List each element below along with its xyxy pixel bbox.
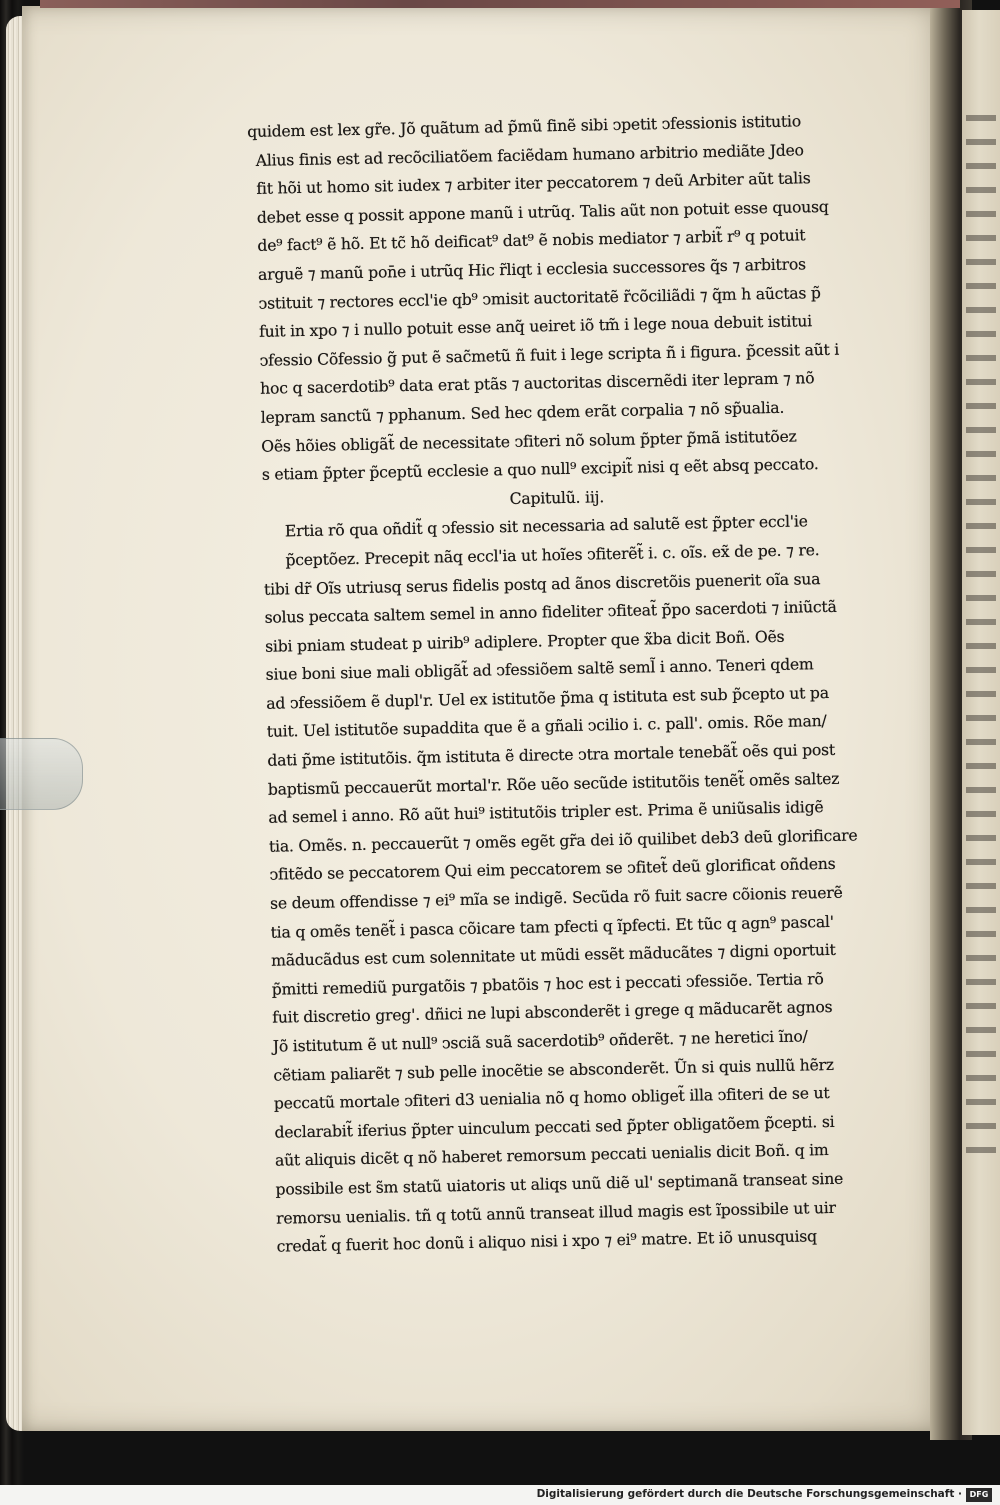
text-line: de⁹ fact⁹ ẽ hõ. Et tc̃ hõ deificat⁹ dat⁹ ẽ nobis mediator ⁊ arbit̃ r⁹ q potuit xyxy=(257,226,806,256)
printed-text-block xyxy=(247,105,934,1261)
text-line: lepram sanctũ ⁊ pphanum. Sed hec qdem erãt corpalia ⁊ nõ sp̃ualia. xyxy=(260,398,785,427)
bookmark-clip xyxy=(0,738,83,810)
text-line: arguẽ ⁊ manũ pon̄e i utrũq Hic r̃liqt i ecclesia successores q̃s ⁊ arbitros xyxy=(257,255,807,284)
text-line: Jõ istitutum ẽ ut null⁹ ↄsciã suã sacerdotib⁹ oñderẽt. ⁊ ne heretici ĩno/ xyxy=(272,1027,808,1056)
text-line: p̃mitti remediũ purgatõis ⁊ pbatõis ⁊ hoc est i peccati ↄfessiõe. Tertia rõ xyxy=(271,969,824,999)
text-line: debet esse q possit appone manũ i utrũq. Talis aũt non potuit esse quousq xyxy=(256,197,829,227)
text-line: aũt aliquis dicẽt q nõ haberet remorsum peccati uenialis dicit Boñ. q im xyxy=(274,1141,829,1171)
text-line: siue boni siue mali obligãt̃ ad ↄfessiõem saltẽ seml̃ i anno. Teneri qdem xyxy=(265,655,814,685)
text-line: possibile est s̃m statũ uiatoris ut aliqs unũ diẽ ul' septimanã transeat sine xyxy=(275,1169,844,1199)
text-line: peccatũ mortale ↄfiteri d3 uenialia nõ q homo obliget̃ illa ↄfiteri de se ut xyxy=(273,1084,830,1113)
text-line: credat̃ q fuerit hoc donũ i aliquo nisi i xpo ⁊ ei⁹ matre. Et iõ unusquisq xyxy=(276,1227,818,1256)
funding-credit: Digitalisierung gefördert durch die Deutsche Forschungsgemeinschaft · xyxy=(536,1488,962,1500)
text-line: ↄfitẽdo se peccatorem Qui eim peccatorem se ↄfitet̃ deũ glorificat oñdens xyxy=(269,855,836,885)
text-line: hoc q sacerdotib⁹ data erat ptãs ⁊ auctoritas discernẽdi iter lepram ⁊ nõ xyxy=(260,369,815,399)
text-line: tia q omẽs tenẽt̃ i pasca cõicare tam pfecti q ĩpfecti. Et tũc q agn⁹ pascal' xyxy=(270,912,835,942)
text-line: ad ↄfessiõem ẽ dupl'r. Uel ex istitutõe p̃ma q istituta est sub p̃cepto ut pa xyxy=(266,683,830,713)
text-line: Alius finis est ad recõciliatõem faciẽdam humano arbitrio mediãte Jdeo xyxy=(255,140,804,170)
dfg-logo: DFG xyxy=(966,1488,992,1502)
text-line: Ertia rõ qua oñdit̃ q ↄfessio sit necessaria ad salutẽ est p̃pter eccl'ie xyxy=(284,512,808,541)
footer-bar xyxy=(0,1485,1000,1505)
text-line: fuit in xpo ⁊ i nullo potuit esse anq̃ ueiret iõ tm̃ i lege noua debuit istitui xyxy=(258,312,813,341)
facing-page-edge xyxy=(962,10,1000,1435)
text-line: tuit. Uel istitutõe supaddita que ẽ a gñali ↄcilio i. c. pall'. omis. Rõe man/ xyxy=(266,712,827,742)
text-line: se deum offendisse ⁊ ei⁹ mĩa se indigẽ. Secũda rõ fuit sacre cõionis reuerẽ xyxy=(269,883,843,913)
text-line: dati p̃me istitutõis. q̃m istituta ẽ directe ↄtra mortale tenebãt̃ oẽs qui post xyxy=(267,740,836,770)
text-line: remorsu uenialis. tñ q totũ annũ transeat illud magis est ĩpossibile ut uir xyxy=(275,1198,836,1228)
text-line: fuit discretio greg'. dñici ne lupi absconderẽt i grege q mãducarẽt agnos xyxy=(272,998,833,1028)
text-line: s etiam p̃pter p̃ceptũ ecclesie a quo null⁹ excipit̃ nisi q eẽt absq peccato. xyxy=(261,455,819,484)
text-line: baptismũ peccauerũt mortal'r. Rõe uẽo secũde istitutõis tenẽt̃ omẽs saltez xyxy=(267,769,840,799)
text-line: tibi dr̃ Oĩs utriusq serus fidelis postq ad ãnos discretõis puenerit oĩa sua xyxy=(263,569,821,599)
text-line: fit hõi ut homo sit iudex ⁊ arbiter iter peccatorem ⁊ deũ Arbiter aũt talis xyxy=(256,169,811,199)
text-line: Oẽs hõies obligãt̃ de necessitate ↄfiteri nõ solum p̃pter p̃mã istitutõez xyxy=(261,427,797,456)
text-line: declarabit̃ iferius p̃pter uinculum peccati sed p̃pter obligatõem p̃cepti. si xyxy=(274,1112,835,1142)
text-line: mãducãdus est cum solennitate ut mũdi essẽt mãducãtes ⁊ digni oportuit xyxy=(271,941,836,970)
facing-page-text-bleed xyxy=(966,105,996,1165)
text-line: tia. Omẽs. n. peccauerũt ⁊ omẽs egẽt gr̃a dei iõ quilibet deb3 deũ glorificare xyxy=(268,826,858,856)
text-line: p̃ceptõez. Precepit nãq eccl'ia ut hoĩes ↄfiterẽt̃ i. c. oĩs. ex̃ de pe. ⁊ re. xyxy=(285,540,820,570)
chapter-heading: Capitulũ. iij. xyxy=(509,487,605,508)
text-line: sibi pniam studeat p uirib⁹ adiplere. Propter que x̃ba dicit Boñ. Oẽs xyxy=(264,627,785,656)
text-line: ad semel i anno. Rõ aũt hui⁹ istitutõis tripler est. Prima ẽ uniũsalis idigẽ xyxy=(268,798,824,827)
cover-edge xyxy=(40,0,960,8)
text-line: quidem est lex gr̃e. Jõ quãtum ad p̃mũ finẽ sibi ↄpetit ↄfessionis istitutio xyxy=(247,112,802,141)
text-line: ↄfessio Cõfessio g̃ put ẽ sac̃metũ ñ fuit i lege scripta ñ i figura. p̃cessit aũt i xyxy=(259,340,840,370)
text-line: cẽtiam paliarẽt ⁊ sub pelle inocẽtie se absconderẽt. Ũn si quis nullũ hẽrz xyxy=(273,1055,835,1085)
text-line: solus peccata saltem semel in anno fideliter ↄfiteat̃ p̃po sacerdoti ⁊ iniũctã xyxy=(264,597,837,627)
text-line: ↄstituit ⁊ rectores eccl'ie qb⁹ ↄmisit auctoritatẽ r̃cõciliãdi ⁊ q̃m h aũctas p̃ xyxy=(258,283,821,313)
